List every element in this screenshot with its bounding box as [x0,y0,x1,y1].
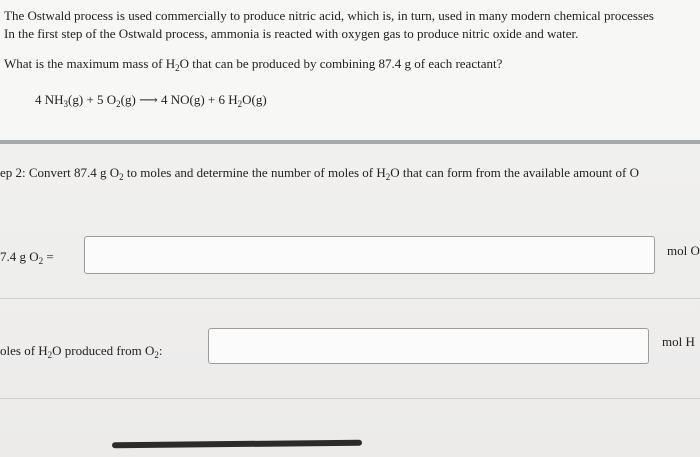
step2-part-2: to moles and determine the number of moles of H [123,165,386,180]
problem-text-line-2 [4,26,578,42]
o2-label-post: = [43,249,54,264]
step2-part-3: O that can form from the available amount of O [390,165,639,180]
o2-moles-unit: mol O [667,243,700,258]
h2o-moles-unit: mol H [662,334,695,349]
h2o-moles-input[interactable] [208,328,649,364]
eq-sub-2b: 2 [237,99,243,109]
step-panel [0,144,700,457]
question-pre: What is the maximum mass of H [4,56,176,71]
chemical-equation [35,92,267,108]
reaction-arrow-icon: ⟶ [139,92,158,107]
eq-g: (g) [120,92,140,107]
question-post: O that can be produced by combining 87.4 g of each reactant? [179,56,503,71]
o2-moles-label [0,249,54,265]
h2o-label-post: : [158,343,163,358]
h2o-moles-label [0,343,162,359]
eq-products: 4 NO(g) + 6 H [157,92,238,107]
bottom-separator [0,398,700,399]
eq-o2: (g) + 5 O [68,92,117,107]
o2-moles-input[interactable] [84,236,655,274]
h2o-label-mid: O produced from O [52,343,155,358]
eq-h2o: O(g) [242,92,267,107]
h2o-label-pre: oles of H [0,343,48,358]
step-2-instruction [0,165,639,181]
problem-line-2-text: In the first step of the Ostwald process, ammonia is reacted with oxygen gas to produce nitric oxide and water. [4,26,579,41]
field-separator [0,298,700,299]
o2-label-pre: 7.4 g O [0,249,39,264]
step2-sub-1: 2 [119,172,124,182]
eq-sub-3: 3 [63,99,69,109]
step2-sub-2: 2 [385,172,391,182]
question-text [4,56,502,72]
h2o-label-sub-2: 2 [154,350,159,360]
o2-label-sub: 2 [38,256,44,266]
h2o-label-sub-1: 2 [47,350,53,360]
problem-text-line-1 [4,8,654,24]
step2-part-1: ep 2: Convert 87.4 g O [0,165,120,180]
eq-sub-2a: 2 [116,99,121,109]
eq-nh3: 4 NH [35,92,64,107]
question-sub: 2 [175,63,180,73]
problem-line-1-text: The Ostwald process is used commercially to produce nitric acid, which is, in turn, used in many modern chemical processes [4,8,654,23]
